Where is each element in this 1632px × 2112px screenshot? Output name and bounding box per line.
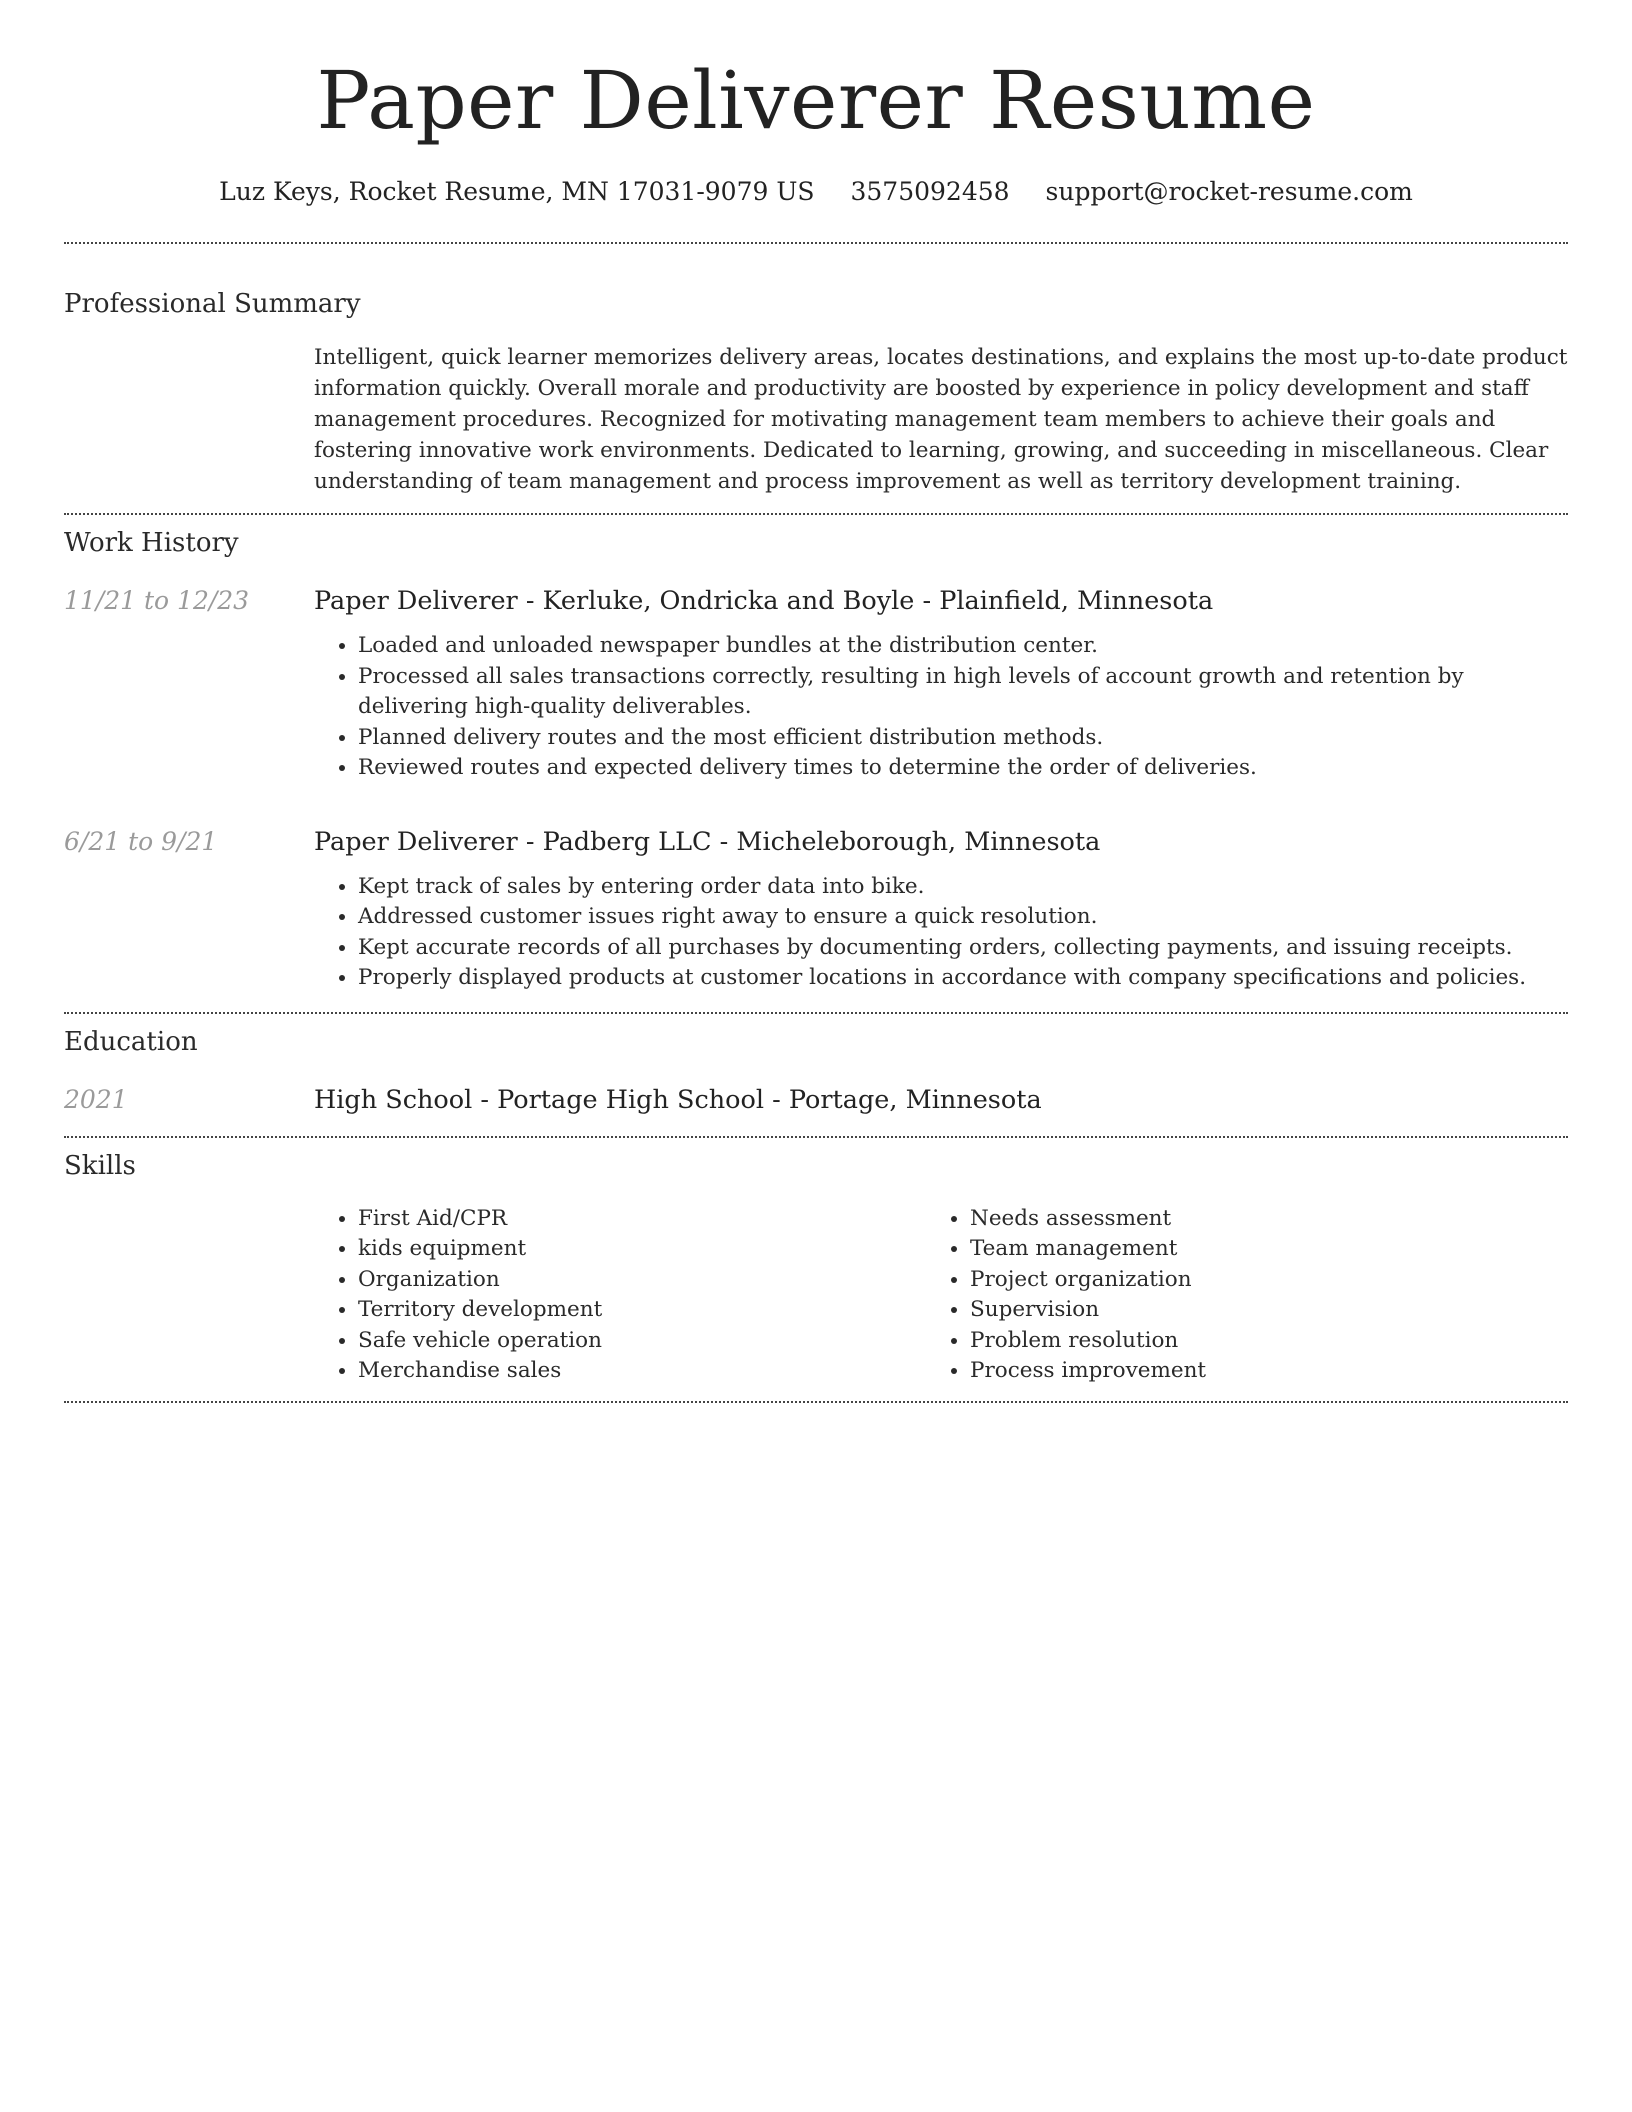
summary-heading: Professional Summary	[64, 289, 361, 319]
job-details	[314, 583, 1568, 784]
skill-item: • Team management	[970, 1234, 1538, 1265]
education-section	[64, 1014, 1568, 1136]
contact-email: support@rocket-resume.com	[1045, 177, 1413, 206]
resume-title: Paper Deliverer Resume	[316, 54, 1316, 147]
section-spacer	[64, 994, 1568, 1012]
education-degree: High School	[314, 1084, 473, 1115]
contact-line	[64, 174, 1568, 210]
skill-item: • Territory development	[358, 1295, 926, 1326]
skill-item: • First Aid/CPR	[358, 1204, 926, 1235]
skill-item: • Organization	[358, 1265, 926, 1296]
education-date: 2021	[64, 1084, 128, 1114]
job-bullet: • Kept accurate records of all purchases by documenting orders, collecting payments, and issuing receipts.	[358, 933, 1568, 964]
job-entry	[64, 583, 1568, 784]
skill-item: • Process improvement	[970, 1356, 1538, 1387]
job-bullet: • Reviewed routes and expected delivery times to determine the order of deliveries.	[358, 753, 1568, 784]
education-details	[314, 1082, 1568, 1118]
job-bullet: • Kept track of sales by entering order data into bike.	[358, 872, 1568, 903]
skills-section	[64, 1138, 1568, 1387]
skill-item: • Needs assessment	[970, 1204, 1538, 1235]
job-bullet: • Addressed customer issues right away to ensure a quick resolution.	[358, 902, 1568, 933]
job-bullets	[314, 631, 1568, 784]
skills-heading: Skills	[64, 1150, 136, 1181]
job-bullet: • Planned delivery routes and the most efficient distribution methods.	[358, 723, 1568, 754]
job-bullet: • Properly displayed products at customer locations in accordance with company specifications and policies.	[358, 963, 1568, 994]
job-title: Paper Deliverer - Kerluke, Ondricka and Boyle - Plainfield, Minnesota	[314, 586, 1214, 616]
work-history-heading: Work History	[64, 528, 239, 558]
skill-item: • Problem resolution	[970, 1326, 1538, 1357]
skills-left-list	[314, 1204, 926, 1387]
job-title: Paper Deliverer - Padberg LLC - Micheleborough, Minnesota	[314, 826, 1101, 857]
job-details	[314, 824, 1568, 994]
skill-item: • kids equipment	[358, 1234, 926, 1265]
job-bullets	[314, 872, 1568, 994]
job-dates: 6/21 to 9/21	[64, 826, 218, 856]
skill-item: • Supervision	[970, 1295, 1538, 1326]
job-dates: 11/21 to 12/23	[64, 586, 250, 615]
skills-divider	[64, 1401, 1568, 1403]
contact-address: Luz Keys, Rocket Resume, MN 17031-9079 US	[219, 177, 815, 206]
education-school: - Portage High School - Portage, Minnesota	[472, 1084, 1042, 1115]
skills-right-list	[926, 1204, 1538, 1387]
education-entry	[64, 1082, 1568, 1118]
skill-item: • Merchandise sales	[358, 1356, 926, 1387]
education-line	[314, 1082, 1568, 1118]
job-entry	[64, 824, 1568, 994]
skills-columns	[314, 1204, 1568, 1387]
contact-phone: 3575092458	[850, 177, 1010, 206]
summary-section	[64, 244, 1568, 497]
work-history-section	[64, 515, 1568, 1012]
summary-text: Intelligent, quick learner memorizes delivery areas, locates destinations, and explains the most up-to-date product information quickly. Overall morale and productivity are boosted by experience in policy development and staff management procedures. Recognized for motivating management team members to achieve their goals and fostering innovative work environments. Dedicated to learning, growing, and succeeding in miscellaneous. Clear understanding of team management and process improvement as well as territory development training.	[314, 345, 1568, 494]
education-heading: Education	[64, 1026, 198, 1057]
skill-item: • Safe vehicle operation	[358, 1326, 926, 1357]
section-spacer	[64, 1118, 1568, 1136]
skill-item: • Project organization	[970, 1265, 1538, 1296]
job-bullet: • Loaded and unloaded newspaper bundles at the distribution center.	[358, 631, 1568, 662]
job-bullet: • Processed all sales transactions correctly, resulting in high levels of account growth and retention by delivering high-quality deliverables.	[358, 662, 1568, 723]
